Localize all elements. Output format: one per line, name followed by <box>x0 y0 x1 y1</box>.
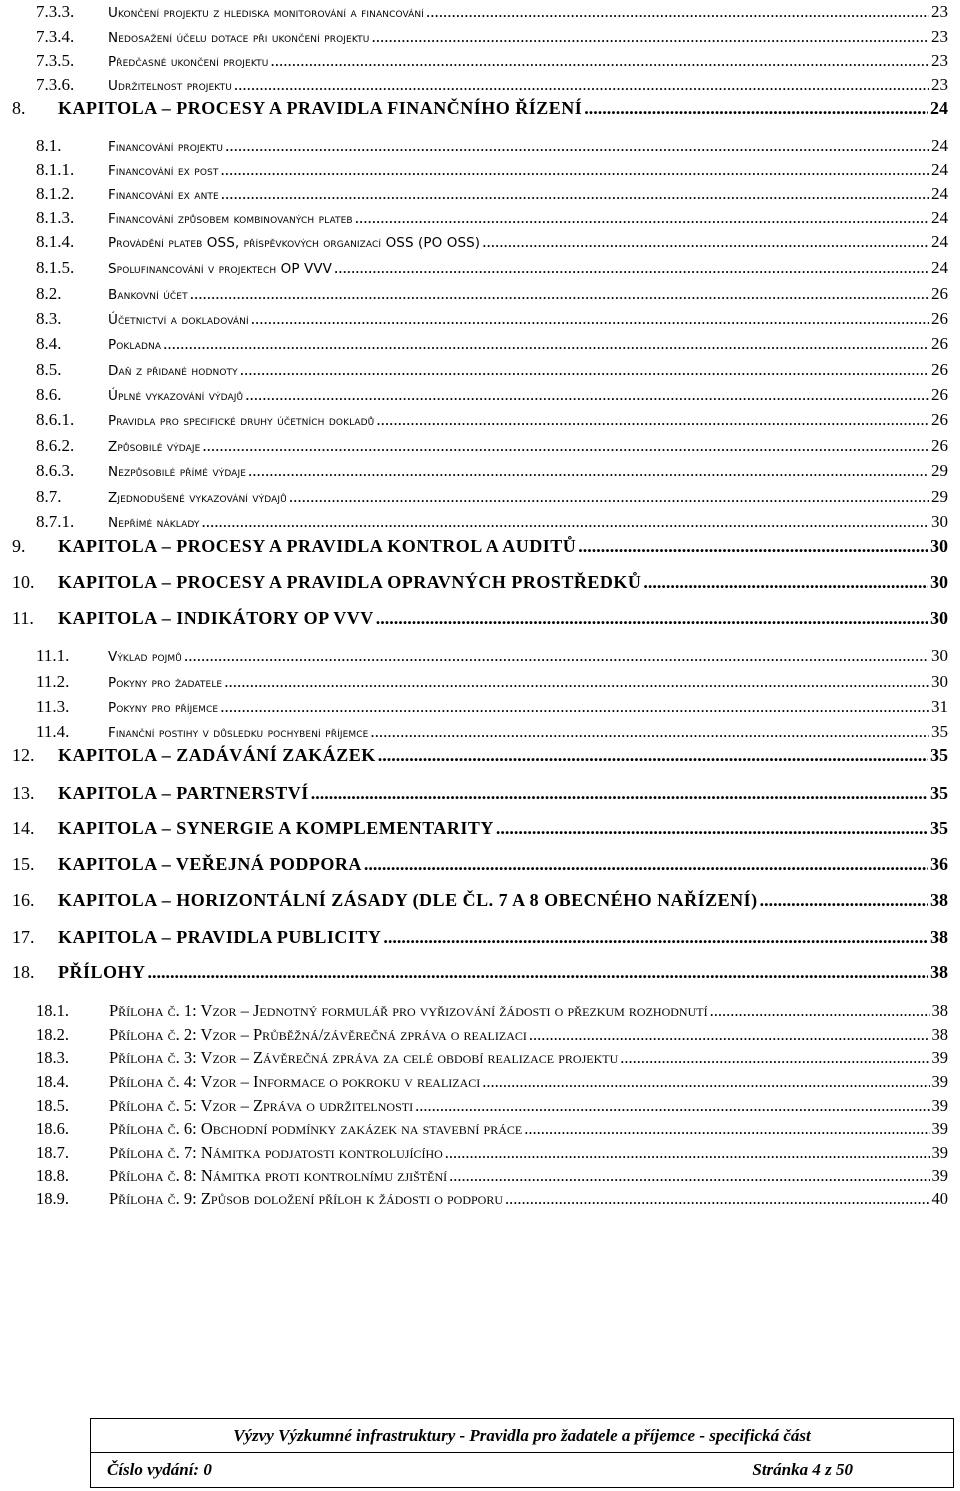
toc-entry-number: 11.3. <box>36 697 70 716</box>
toc-dot-leader <box>334 258 929 278</box>
toc-dot-leader <box>415 1096 929 1116</box>
toc-entry-number: 8.1.5. <box>36 258 75 277</box>
toc-entry-number: 11.4. <box>36 722 70 741</box>
toc-entry-title: Pokyny pro příjemce <box>108 700 219 716</box>
toc-entry-page: 23 <box>931 75 948 94</box>
toc-entry-title: Předčasné ukončení projektu <box>108 54 269 70</box>
toc-dot-leader <box>355 208 929 228</box>
toc-entry[interactable] <box>36 512 948 532</box>
toc-entry-number: 7.3.6. <box>36 75 75 94</box>
toc-entry-page: 24 <box>931 136 948 155</box>
toc-entry-title: KAPITOLA – PROCESY A PRAVIDLA FINANČNÍHO ŘÍZENÍ <box>58 98 583 118</box>
toc-entry[interactable] <box>36 27 948 47</box>
toc-dot-leader <box>370 722 929 742</box>
toc-entry-page: 30 <box>930 572 948 592</box>
toc-entry[interactable] <box>36 1166 948 1186</box>
toc-entry[interactable] <box>36 75 948 95</box>
toc-dot-leader <box>529 1025 930 1045</box>
toc-entry[interactable] <box>12 818 948 839</box>
toc-dot-leader <box>426 2 929 22</box>
toc-entry-page: 38 <box>931 1001 948 1020</box>
toc-entry-page: 24 <box>931 208 948 227</box>
toc-entry-page: 24 <box>931 160 948 179</box>
toc-entry[interactable] <box>12 745 948 766</box>
toc-dot-leader <box>201 512 929 532</box>
page-footer <box>90 1418 954 1488</box>
toc-entry-title: Účetnictví a dokladování <box>108 312 249 328</box>
toc-entry[interactable] <box>36 184 948 204</box>
toc-entry-number: 8.1. <box>36 136 62 155</box>
toc-entry-page: 38 <box>930 962 948 982</box>
toc-entry-title: Příloha č. 2: Vzor – Průběžná/závěrečná zpráva o realizaci <box>109 1025 527 1044</box>
toc-entry-title: Daň z přidané hodnoty <box>108 363 238 379</box>
toc-entry[interactable] <box>36 1189 948 1209</box>
toc-entry-number: 12. <box>12 745 35 765</box>
toc-entry[interactable] <box>36 2 948 22</box>
toc-entry-title: PŘÍLOHY <box>58 962 146 982</box>
toc-entry-title: Bankovní účet <box>108 287 188 303</box>
toc-dot-leader <box>578 536 928 557</box>
toc-entry-number: 18. <box>12 962 35 982</box>
toc-entry-title: Výklad pojmů <box>108 649 182 665</box>
toc-entry[interactable] <box>36 160 948 180</box>
toc-entry-title: Ukončení projektu z hlediska monitorování a financování <box>108 5 425 21</box>
toc-entry-number: 8.1.4. <box>36 232 75 251</box>
toc-entry-number: 17. <box>12 927 35 947</box>
toc-entry-page: 38 <box>930 890 948 910</box>
footer-title: Výzvy Výzkumné infrastruktury - Pravidla pro žadatele a příjemce - specifická část <box>91 1419 953 1453</box>
toc-entry-number: 18.7. <box>36 1143 69 1162</box>
toc-entry-page: 23 <box>931 2 948 21</box>
toc-entry[interactable] <box>36 410 948 430</box>
toc-entry-page: 39 <box>931 1072 948 1091</box>
toc-entry-page: 30 <box>931 672 948 691</box>
toc-entry-number: 9. <box>12 536 26 556</box>
toc-entry-page: 35 <box>930 745 948 765</box>
toc-entry-number: 13. <box>12 783 35 803</box>
toc-entry[interactable] <box>36 672 948 692</box>
toc-entry-title: Úplné vykazování výdajů <box>108 388 244 404</box>
toc-entry[interactable] <box>36 360 948 380</box>
toc-entry-page: 31 <box>931 697 948 716</box>
toc-entry-page: 30 <box>931 646 948 665</box>
toc-entry-title: Finanční postihy v důsledku pochybení příjemce <box>108 725 369 741</box>
toc-entry-page: 38 <box>930 927 948 947</box>
toc-entry-page: 23 <box>931 27 948 46</box>
toc-entry-number: 14. <box>12 818 35 838</box>
toc-entry-number: 8.4. <box>36 334 62 353</box>
toc-entry-number: 11.2. <box>36 672 70 691</box>
toc-dot-leader <box>224 672 929 692</box>
toc-entry-page: 40 <box>931 1189 948 1208</box>
toc-entry-title: Zjednodušené vykazování výdajů <box>108 490 287 506</box>
toc-entry-number: 11. <box>12 608 34 628</box>
toc-entry[interactable] <box>36 1001 948 1021</box>
toc-entry-page: 30 <box>930 536 948 556</box>
toc-entry-page: 39 <box>931 1096 948 1115</box>
toc-entry-title: KAPITOLA – INDIKÁTORY OP VVV <box>58 608 374 628</box>
toc-dot-leader <box>584 98 928 119</box>
toc-entry[interactable] <box>36 136 948 156</box>
toc-entry[interactable] <box>36 208 948 228</box>
toc-entry-title: KAPITOLA – SYNERGIE A KOMPLEMENTARITY <box>58 818 494 838</box>
toc-entry[interactable] <box>12 572 948 593</box>
toc-entry[interactable] <box>12 962 948 983</box>
footer-page-number: Stránka 4 z 50 <box>752 1460 853 1479</box>
toc-entry-title: Financování způsobem kombinovaných plateb <box>108 211 353 227</box>
toc-entry-number: 10. <box>12 572 35 592</box>
toc-entry-page: 26 <box>931 385 948 404</box>
toc-entry-number: 18.4. <box>36 1072 69 1091</box>
toc-entry-page: 24 <box>931 184 948 203</box>
toc-entry-page: 26 <box>931 334 948 353</box>
toc-entry-page: 39 <box>931 1143 948 1162</box>
toc-dot-leader <box>482 232 929 252</box>
toc-entry-number: 8.5. <box>36 360 62 379</box>
toc-entry[interactable] <box>36 1048 948 1068</box>
toc-entry-page: 29 <box>931 461 948 480</box>
toc-dot-leader <box>505 1189 929 1209</box>
toc-dot-leader <box>225 136 929 156</box>
toc-entry-number: 15. <box>12 854 35 874</box>
toc-entry-page: 39 <box>931 1119 948 1138</box>
toc-dot-leader <box>234 75 929 95</box>
toc-entry[interactable] <box>12 854 948 875</box>
toc-dot-leader <box>221 184 929 204</box>
toc-entry-page: 35 <box>931 722 948 741</box>
toc-dot-leader <box>364 854 928 875</box>
toc-dot-leader <box>760 890 928 911</box>
toc-dot-leader <box>371 27 929 47</box>
toc-entry-title: Financování ex post <box>108 163 219 179</box>
toc-entry[interactable] <box>12 98 948 119</box>
toc-entry-title: KAPITOLA – PROCESY A PRAVIDLA KONTROL A AUDITŮ <box>58 536 577 556</box>
toc-dot-leader <box>710 1001 930 1021</box>
toc-entry[interactable] <box>36 51 948 71</box>
toc-entry-number: 8.6.1. <box>36 410 75 429</box>
toc-entry-number: 18.8. <box>36 1166 69 1185</box>
toc-entry-number: 7.3.4. <box>36 27 75 46</box>
toc-entry-title: KAPITOLA – VEŘEJNÁ PODPORA <box>58 854 362 874</box>
toc-dot-leader <box>376 410 929 430</box>
toc-dot-leader <box>148 962 928 983</box>
toc-entry[interactable] <box>12 783 948 804</box>
toc-dot-leader <box>311 783 928 804</box>
toc-dot-leader <box>190 284 929 304</box>
toc-entry[interactable] <box>36 284 948 304</box>
toc-dot-leader <box>383 927 928 948</box>
toc-entry-number: 11.1. <box>36 646 70 665</box>
toc-entry[interactable] <box>12 927 948 948</box>
toc-entry-number: 8.6.3. <box>36 461 75 480</box>
toc-entry-title: Provádění plateb OSS, příspěvkových organizací OSS (PO OSS) <box>108 235 481 251</box>
toc-entry-title: Udržitelnost projektu <box>108 78 232 94</box>
toc-dot-leader <box>248 461 929 481</box>
toc-dot-leader <box>270 51 929 71</box>
toc-entry-title: Způsobilé výdaje <box>108 439 201 455</box>
toc-entry-title: Příloha č. 8: Námitka proti kontrolnímu zjištění <box>109 1166 448 1185</box>
toc-entry-page: 38 <box>931 1025 948 1044</box>
toc-entry-title: Pokyny pro žadatele <box>108 675 223 691</box>
toc-entry-title: Pravidla pro specifické druhy účetních dokladů <box>108 413 375 429</box>
toc-entry-number: 18.5. <box>36 1096 69 1115</box>
toc-entry[interactable] <box>12 608 948 629</box>
toc-entry-page: 23 <box>931 51 948 70</box>
toc-entry-page: 24 <box>931 258 948 277</box>
toc-entry-title: KAPITOLA – HORIZONTÁLNÍ ZÁSADY (DLE ČL. 7 A 8 OBECNÉHO NAŘÍZENÍ) <box>58 890 758 910</box>
toc-dot-leader <box>202 436 929 456</box>
toc-dot-leader <box>496 818 928 839</box>
toc-dot-leader <box>240 360 929 380</box>
toc-entry-number: 8.1.2. <box>36 184 75 203</box>
toc-entry[interactable] <box>36 309 948 329</box>
toc-entry-title: KAPITOLA – PRAVIDLA PUBLICITY <box>58 927 382 947</box>
footer-issue: Číslo vydání: 0 <box>107 1460 212 1479</box>
toc-entry-title: Nedosažení účelu dotace při ukončení projektu <box>108 30 370 46</box>
toc-dot-leader <box>482 1072 929 1092</box>
toc-entry[interactable] <box>36 232 948 252</box>
toc-entry-number: 8.6.2. <box>36 436 75 455</box>
toc-entry-number: 8.2. <box>36 284 62 303</box>
toc-entry-title: Příloha č. 9: Způsob doložení příloh k žádosti o podporu <box>109 1189 504 1208</box>
toc-dot-leader <box>524 1119 929 1139</box>
toc-entry-number: 18.2. <box>36 1025 69 1044</box>
toc-entry[interactable] <box>36 646 948 666</box>
toc-entry-number: 8.6. <box>36 385 62 404</box>
toc-entry[interactable] <box>36 1119 948 1139</box>
toc-entry-title: Příloha č. 7: Námitka podjatosti kontrolujícího <box>109 1143 443 1162</box>
toc-entry-number: 8.7.1. <box>36 512 75 531</box>
toc-entry-number: 7.3.5. <box>36 51 75 70</box>
toc-dot-leader <box>245 385 929 405</box>
toc-entry[interactable] <box>36 436 948 456</box>
toc-entry-number: 8.7. <box>36 487 62 506</box>
toc-entry-page: 36 <box>930 854 948 874</box>
toc-entry-title: KAPITOLA – PROCESY A PRAVIDLA OPRAVNÝCH PROSTŘEDKŮ <box>58 572 642 592</box>
toc-entry-number: 18.6. <box>36 1119 69 1138</box>
toc-dot-leader <box>220 697 929 717</box>
toc-entry-title: Příloha č. 5: Vzor – Zpráva o udržitelnosti <box>109 1096 414 1115</box>
toc-entry-page: 39 <box>931 1166 948 1185</box>
toc-entry-page: 35 <box>930 818 948 838</box>
toc-entry-title: Pokladna <box>108 337 162 353</box>
toc-dot-leader <box>445 1143 930 1163</box>
toc-entry[interactable] <box>12 890 948 911</box>
toc-dot-leader <box>251 309 929 329</box>
toc-entry-page: 24 <box>930 98 948 118</box>
toc-entry-page: 24 <box>931 232 948 251</box>
toc-entry-title: Spolufinancování v projektech OP VVV <box>108 261 332 277</box>
toc-entry-title: Nepřímé náklady <box>108 515 200 531</box>
toc-dot-leader <box>220 160 929 180</box>
toc-entry-title: Financování ex ante <box>108 187 219 203</box>
toc-entry-number: 7.3.3. <box>36 2 75 21</box>
toc-dot-leader <box>163 334 929 354</box>
toc-entry-title: KAPITOLA – ZADÁVÁNÍ ZAKÁZEK <box>58 745 376 765</box>
toc-entry[interactable] <box>36 1025 948 1045</box>
toc-entry-page: 26 <box>931 360 948 379</box>
toc-dot-leader <box>289 487 929 507</box>
toc-entry-page: 26 <box>931 309 948 328</box>
toc-entry-title: Příloha č. 6: Obchodní podmínky zakázek na stavební práce <box>109 1119 523 1138</box>
toc-entry[interactable] <box>36 258 948 278</box>
toc-entry-page: 26 <box>931 410 948 429</box>
toc-entry-page: 26 <box>931 436 948 455</box>
toc-entry-page: 35 <box>930 783 948 803</box>
toc-entry-number: 8.3. <box>36 309 62 328</box>
toc-entry-page: 30 <box>930 608 948 628</box>
toc-entry-page: 26 <box>931 284 948 303</box>
toc-dot-leader <box>449 1166 929 1186</box>
toc-entry-number: 8.1.3. <box>36 208 75 227</box>
toc-entry-page: 30 <box>931 512 948 531</box>
toc-dot-leader <box>620 1048 929 1068</box>
toc-entry[interactable] <box>36 487 948 507</box>
toc-entry-title: Příloha č. 3: Vzor – Závěrečná zpráva za celé období realizace projektu <box>109 1048 619 1067</box>
toc-entry-number: 18.1. <box>36 1001 69 1020</box>
toc-entry-number: 18.9. <box>36 1189 69 1208</box>
toc-entry[interactable] <box>36 334 948 354</box>
toc-entry[interactable] <box>36 385 948 405</box>
toc-entry-page: 39 <box>931 1048 948 1067</box>
toc-dot-leader <box>184 646 929 666</box>
toc-entry-title: Příloha č. 1: Vzor – Jednotný formulář pro vyřizování žádosti o přezkum rozhodnutí <box>109 1001 708 1020</box>
toc-entry[interactable] <box>12 536 948 557</box>
toc-dot-leader <box>376 608 928 629</box>
toc-entry[interactable] <box>36 722 948 742</box>
toc-entry[interactable] <box>36 697 948 717</box>
toc-entry-number: 8.1.1. <box>36 160 75 179</box>
toc-entry-title: Příloha č. 4: Vzor – Informace o pokroku v realizaci <box>109 1072 481 1091</box>
toc-entry[interactable] <box>36 461 948 481</box>
toc-dot-leader <box>643 572 928 593</box>
toc-entry-number: 8. <box>12 98 26 118</box>
toc-entry[interactable] <box>36 1096 948 1116</box>
toc-entry[interactable] <box>36 1072 948 1092</box>
toc-entry[interactable] <box>36 1143 948 1163</box>
toc-entry-number: 16. <box>12 890 35 910</box>
toc-entry-title: Financování projektu <box>108 139 224 155</box>
toc-entry-page: 29 <box>931 487 948 506</box>
toc-entry-title: KAPITOLA – PARTNERSTVÍ <box>58 783 309 803</box>
toc-entry-number: 18.3. <box>36 1048 69 1067</box>
toc-dot-leader <box>378 745 928 766</box>
toc-entry-title: Nezpůsobilé přímé výdaje <box>108 464 246 480</box>
